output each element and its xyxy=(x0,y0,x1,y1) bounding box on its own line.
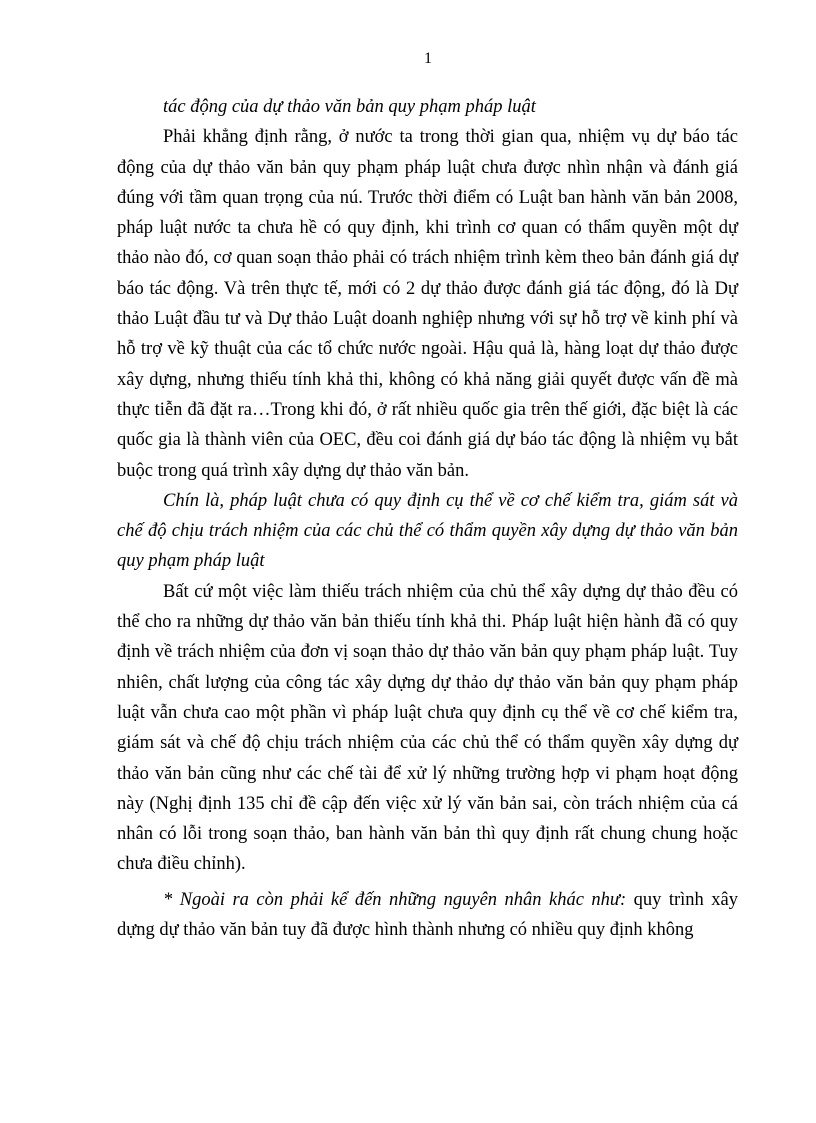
page-number: 1 xyxy=(424,50,432,67)
document-body xyxy=(117,92,738,945)
body-paragraph-last xyxy=(117,885,738,946)
body-paragraph: Bất cứ một việc làm thiếu trách nhiệm của chủ thể xây dựng dự thảo đều có thể cho ra những dự thảo văn bản thiếu tính khả thi. Pháp luật hiện hành đã có quy định về trách nhiệm của đơn vị soạn thảo dự thảo văn bản quy phạm pháp luật. Tuy nhiên, chất lượng của công tác xây dựng dự thảo dự thảo văn bản quy phạm pháp luật vẫn chưa cao một phần vì pháp luật chưa quy định cụ thể về cơ chế kiểm tra, giám sát và chế độ chịu trách nhiệm của các chủ thể có thẩm quyền xây dựng dự thảo văn bản cũng như các chế tài để xử lý những trường hợp vi phạm hoạt động này (Nghị định 135 chỉ đề cập đến việc xử lý văn bản sai, còn trách nhiệm của cá nhân có lỗi trong soạn thảo, ban hành văn bản thì quy định rất chung chung hoặc chưa điều chỉnh). xyxy=(117,581,738,875)
body-paragraph: Phải khẳng định rằng, ở nước ta trong thời gian qua, nhiệm vụ dự báo tác động của dự thảo văn bản quy phạm pháp luật chưa được nhìn nhận và đánh giá đúng với tầm quan trọng của nú. Trước thời điểm có Luật ban hành văn bản 2008, pháp luật nước ta chưa hề có quy định, khi trình cơ quan có thẩm quyền một dự thảo nào đó, cơ quan soạn thảo phải có trách nhiệm trình kèm theo bản đánh giá dự báo tác động. Và trên thực tế, mới có 2 dự thảo được đánh giá tác động, đó là Dự thảo Luật đầu tư và Dự thảo Luật doanh nghiệp nhưng với sự hỗ trợ về kinh phí và hỗ trợ về kỹ thuật của các tổ chức nước ngoài. Hậu quả là, hàng loạt dự thảo được xây dựng, nhưng thiếu tính khả thi, không có khả năng giải quyết được vấn đề mà thực tiễn đã đặt ra…Trong khi đó, ở rất nhiều quốc gia trên thế giới, đặc biệt là các quốc gia là thành viên của OEC, đều coi đánh giá dự báo tác động là nhiệm vụ bắt buộc trong quá trình xây dựng dự thảo văn bản. xyxy=(117,127,738,481)
paragraph-text: quy trình xây dựng dự thảo văn bản tuy đã được hình thành nhưng có nhiều quy định không xyxy=(117,889,738,941)
section-heading: tác động của dự thảo văn bản quy phạm pháp luật xyxy=(163,97,536,117)
section-heading: Chín là, pháp luật chưa có quy định cụ thể về cơ chế kiểm tra, giám sát và chế độ chịu trách nhiệm của các chủ thể có thẩm quyền xây dựng dự thảo văn bản quy phạm pháp luật xyxy=(117,490,738,572)
italic-lead: * Ngoài ra còn phải kể đến những nguyên nhân khác như: xyxy=(163,889,627,910)
